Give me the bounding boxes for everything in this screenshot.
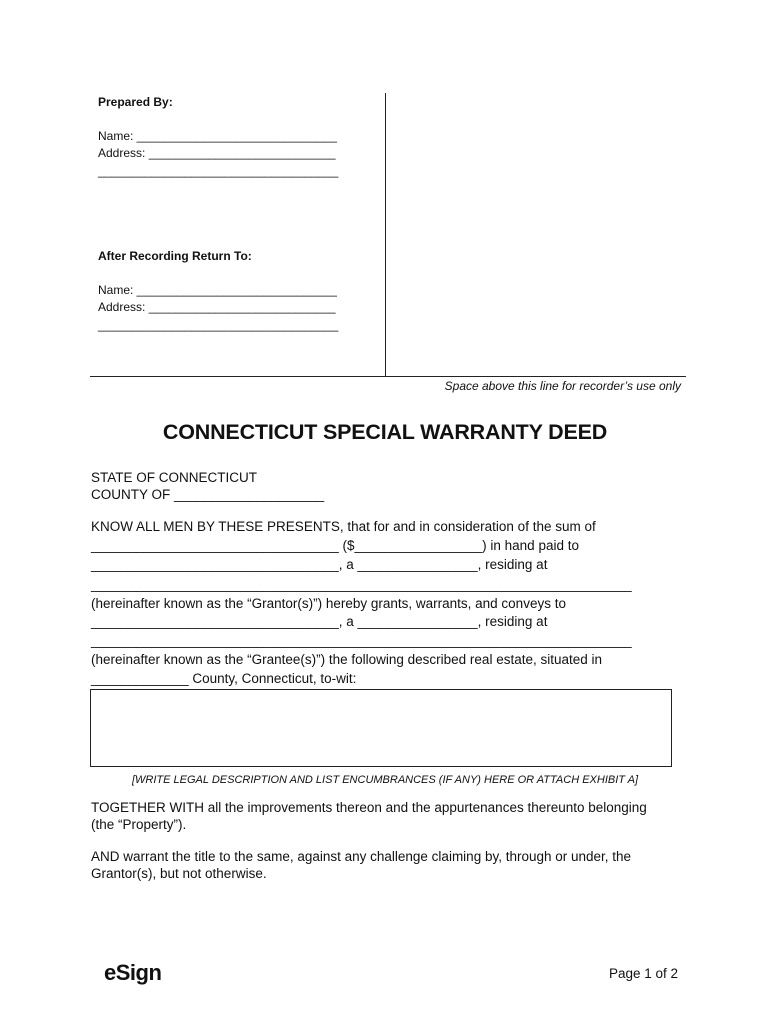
venue-county-field[interactable]: COUNTY OF ____________________ <box>91 487 325 502</box>
document-title: CONNECTICUT SPECIAL WARRANTY DEED <box>162 420 608 444</box>
legal-description-box[interactable] <box>90 689 672 767</box>
legal-description-caption: [WRITE LEGAL DESCRIPTION AND LIST ENCUMBRANCES (IF ANY) HERE OR ATTACH EXHIBIT A] <box>131 774 639 786</box>
prepared-by-heading: Prepared By: <box>98 95 173 109</box>
together-line-2: (the “Property”). <box>91 817 187 832</box>
warrant-line-1: AND warrant the title to the same, against any challenge claiming by, through or under, the <box>91 849 632 864</box>
esign-logo: eSign <box>104 960 162 985</box>
grantee-field[interactable]: _________________________________, a ________________, residing at <box>91 614 548 629</box>
together-line-1: TOGETHER WITH all the improvements thereon and the appurtenances thereunto belonging <box>91 800 647 815</box>
venue-state: STATE OF CONNECTICUT <box>91 470 257 485</box>
recorder-area-divider <box>385 93 386 377</box>
prepared-by-name-field[interactable]: Name: ______________________________ <box>98 129 337 143</box>
body-line: (hereinafter known as the “Grantor(s)”) hereby grants, warrants, and conveys to <box>91 596 566 611</box>
prepared-by-address-field[interactable]: Address: ____________________________ <box>98 146 336 160</box>
return-to-name-field[interactable]: Name: ______________________________ <box>98 283 337 297</box>
recorder-line <box>90 376 686 377</box>
body-line: KNOW ALL MEN BY THESE PRESENTS, that for and in consideration of the sum of <box>91 519 596 534</box>
page-number: Page 1 of 2 <box>608 966 678 981</box>
county-field[interactable]: _____________ County, Connecticut, to-wit: <box>91 671 357 686</box>
body-line: (hereinafter known as the “Grantee(s)”) the following described real estate, situated in <box>91 652 603 667</box>
consideration-field[interactable]: _________________________________ ($_________________) in hand paid to <box>91 538 579 553</box>
return-to-address-field[interactable]: Address: ____________________________ <box>98 300 336 314</box>
warrant-line-2: Grantor(s), but not otherwise. <box>91 866 267 881</box>
grantee-address-field[interactable]: ________________________________________________________________________ <box>91 633 632 648</box>
return-to-address-line2[interactable]: ____________________________________ <box>98 318 339 332</box>
recorder-note: Space above this line for recorder’s use only <box>444 379 681 393</box>
grantor-field[interactable]: _________________________________, a ________________, residing at <box>91 557 548 572</box>
grantor-address-field[interactable]: ________________________________________________________________________ <box>91 577 632 592</box>
return-to-heading: After Recording Return To: <box>98 249 252 263</box>
prepared-by-address-line2[interactable]: ____________________________________ <box>98 164 339 178</box>
